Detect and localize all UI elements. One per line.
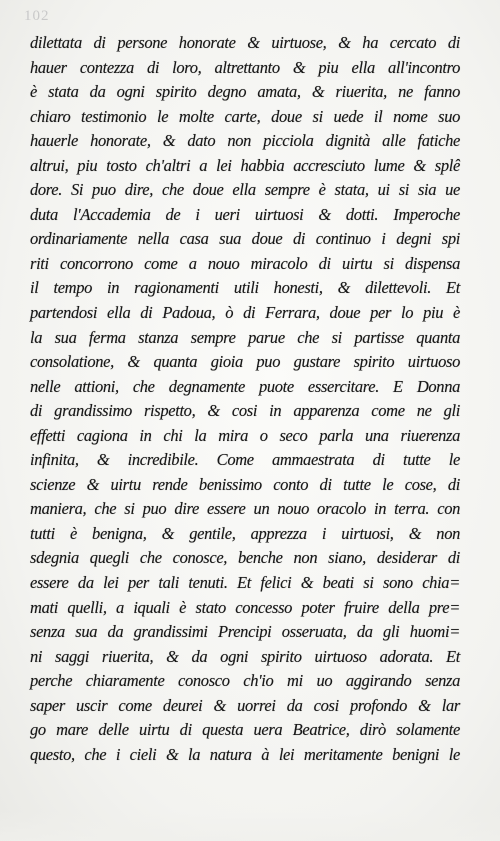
text-line: la sua ferma stanza sempre parue che si partisse quanta: [30, 327, 460, 347]
text-line: saper uscir come deurei & uorrei da cosi profondo & lar: [30, 695, 460, 715]
page-number: 102: [24, 8, 50, 24]
text-line: mati quelli, a iquali è stato concesso poter fruire della pre=: [30, 597, 460, 617]
text-line: partendosi ella di Padoua, ò di Ferrara, doue per lo piu è: [30, 303, 460, 323]
text-line: senza sua da grandissimi Prencipi osseruata, da gli huomi=: [30, 622, 460, 642]
text-line: effetti cagiona in chi la mira o seco parla una riuerenza: [30, 425, 460, 445]
text-line: dilettata di persone honorate & uirtuose, & ha cercato di: [30, 33, 460, 52]
text-line: hauerle honorate, & dato non picciola dignità alle fatiche: [30, 131, 460, 151]
text-line: ni saggi riuerita, & da ogni spirito uirtuoso adorata. Et: [30, 646, 460, 666]
text-line: è stata da ogni spirito degno amata, & riuerita, ne fanno: [30, 82, 460, 102]
text-line: go mare delle uirtu di questa uera Beatrice, dirò solamente: [30, 720, 460, 740]
text-line: infinita, & incredibile. Come ammaestrata di tutte le: [30, 450, 460, 470]
text-line: chiaro testimonio le molte carte, doue si uede il nome suo: [30, 106, 460, 126]
text-line: tutti è benigna, & gentile, apprezza i uirtuosi, & non: [30, 523, 460, 543]
text-line: il tempo in ragionamenti utili honesti, & dilettevoli. Et: [30, 278, 460, 298]
text-line: altrui, piu tosto ch'altri a lei habbia accresciuto lume & splê: [30, 155, 460, 175]
text-line: duta l'Accademia de i ueri uirtuosi & dotti. Imperoche: [30, 204, 460, 224]
text-line: essere da lei per tali tenuti. Et felici & beati si sono chia=: [30, 573, 460, 593]
text-line: perche chiaramente conosco ch'io mi uo aggirando senza: [30, 671, 460, 691]
text-line: ordinariamente nella casa sua doue di continuo i degni spi: [30, 229, 460, 249]
text-line: scienze & uirtu rende benissimo conto di tutte le cose, di: [30, 474, 460, 494]
text-line: consolatione, & quanta gioia puo gustare spirito uirtuoso: [30, 352, 460, 372]
text-line: dore. Si puo dire, che doue ella sempre è stata, ui si sia ue: [30, 180, 460, 200]
text-line: di grandissimo rispetto, & cosi in apparenza come ne gli: [30, 401, 460, 421]
text-line: maniera, che si puo dire essere un nouo oracolo in terra. con: [30, 499, 460, 519]
text-line: questo, che i cieli & la natura à lei meritamente benigni le: [30, 744, 460, 764]
text-line: nelle attioni, che degnamente puote essercitare. E Donna: [30, 376, 460, 396]
text-line: hauer contezza di loro, altrettanto & piu ella all'incontro: [30, 57, 460, 77]
text-line: riti concorrono come a nouo miracolo di uirtu si dispensa: [30, 253, 460, 273]
text-line: sdegnia quegli che conosce, benche non siano, desiderar di: [30, 548, 460, 568]
page-edge-shadow: [0, 811, 500, 841]
body-text: [30, 31, 460, 767]
